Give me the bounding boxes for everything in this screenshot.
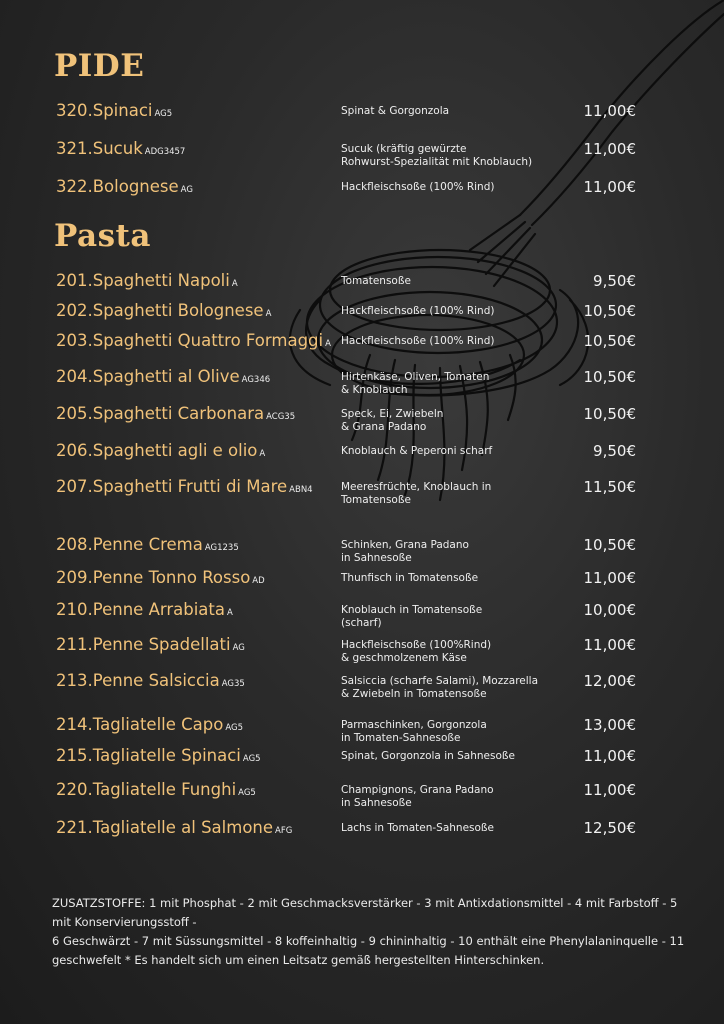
- section-title-pasta: Pasta: [54, 218, 151, 254]
- allergen-code: AG: [232, 643, 245, 653]
- description-line: Tomatensoße: [341, 494, 411, 506]
- allergen-code: AG: [180, 185, 193, 195]
- description-line: Champignons, Grana Padano: [341, 784, 494, 796]
- item-description: [341, 481, 491, 507]
- menu-item: [0, 477, 724, 517]
- item-price: 11,00€: [583, 636, 636, 654]
- item-title: 208.Penne Crema: [56, 535, 203, 554]
- allergen-code: AG346: [241, 375, 271, 385]
- allergen-code: AG5: [225, 723, 244, 733]
- additives-line-1: ZUSATZSTOFFE: 1 mit Phosphat - 2 mit Geschmacksverstärker - 3 mit Antixdationsmittel - 4 mit Farbstoff - 5 mit Konservierungsstoff -: [52, 896, 678, 929]
- description-line: Sucuk (kräftig gewürzte: [341, 143, 467, 155]
- menu-item: [0, 331, 724, 371]
- item-price: 11,00€: [583, 569, 636, 587]
- menu-item: [0, 441, 724, 481]
- item-name: [56, 301, 271, 320]
- item-price: 11,00€: [583, 781, 636, 799]
- item-price: 11,00€: [583, 102, 636, 120]
- description-line: Tomatensoße: [341, 275, 411, 287]
- allergen-code: A: [227, 608, 233, 618]
- item-price: 10,00€: [583, 601, 636, 619]
- item-title: 209.Penne Tonno Rosso: [56, 568, 251, 587]
- description-line: Parmaschinken, Gorgonzola: [341, 719, 487, 731]
- allergen-code: ADG3457: [144, 147, 186, 157]
- item-title: 202.Spaghetti Bolognese: [56, 301, 264, 320]
- item-title: 204.Spaghetti al Olive: [56, 367, 240, 386]
- item-description: [341, 105, 449, 118]
- description-line: Speck, Ei, Zwiebeln: [341, 408, 444, 420]
- description-line: & Knoblauch: [341, 384, 408, 396]
- item-title: 215.Tagliatelle Spinaci: [56, 746, 241, 765]
- item-name: [56, 177, 193, 196]
- item-name: [56, 746, 261, 765]
- description-line: Hackfleischsoße (100% Rind): [341, 181, 495, 193]
- description-line: in Tomaten-Sahnesoße: [341, 732, 461, 744]
- item-description: [341, 572, 478, 585]
- item-name: [56, 477, 313, 496]
- menu-item: [0, 635, 724, 675]
- item-name: [56, 367, 270, 386]
- description-line: Schinken, Grana Padano: [341, 539, 469, 551]
- item-price: 9,50€: [593, 272, 636, 290]
- allergen-code: AFG: [275, 826, 293, 836]
- item-description: [341, 750, 515, 763]
- item-name: [56, 271, 238, 290]
- allergen-code: AD: [252, 576, 265, 586]
- item-description: [341, 181, 494, 194]
- item-price: 13,00€: [583, 716, 636, 734]
- item-name: [56, 715, 243, 734]
- item-title: 221.Tagliatelle al Salmone: [56, 818, 274, 837]
- description-line: in Sahnesoße: [341, 797, 412, 809]
- item-description: [341, 719, 487, 745]
- item-description: [341, 539, 469, 565]
- allergen-code: A: [325, 339, 331, 349]
- item-price: 12,50€: [583, 819, 636, 837]
- item-name: [56, 600, 233, 619]
- item-description: [341, 822, 494, 835]
- description-line: & geschmolzenem Käse: [341, 652, 467, 664]
- description-line: Knoblauch in Tomatensoße: [341, 604, 483, 616]
- item-title: 207.Spaghetti Frutti di Mare: [56, 477, 288, 496]
- menu-item: [0, 139, 724, 179]
- menu-item: [0, 367, 724, 407]
- item-price: 9,50€: [593, 442, 636, 460]
- allergen-code: A: [259, 449, 266, 459]
- allergen-code: AG5: [154, 109, 173, 119]
- item-name: [56, 671, 245, 690]
- item-name: [56, 535, 239, 554]
- item-price: 11,00€: [583, 178, 636, 196]
- item-name: [56, 404, 295, 423]
- item-name: [56, 331, 331, 350]
- item-price: 11,00€: [583, 747, 636, 765]
- allergen-code: AG35: [221, 679, 245, 689]
- allergen-code: A: [265, 309, 272, 319]
- item-title: 320.Spinaci: [56, 101, 153, 120]
- allergen-code: ACG35: [266, 412, 296, 422]
- item-name: [56, 101, 172, 120]
- item-description: [341, 639, 491, 665]
- description-line: Rohwurst-Spezialität mit Knoblauch): [341, 156, 533, 168]
- description-line: Lachs in Tomaten-Sahnesoße: [341, 822, 495, 834]
- description-line: (scharf): [341, 617, 382, 629]
- additives-line-2: 6 Geschwärzt - 7 mit Süssungsmittel - 8 koffeinhaltig - 9 chininhaltig - 10 enthält eine Phenylalaninquelle - 11 geschwefelt * Es handelt sich um einen Leitsatz gemäß hergestellten Hinterschinken.: [52, 934, 685, 967]
- item-title: 213.Penne Salsiccia: [56, 671, 220, 690]
- item-name: [56, 818, 292, 837]
- item-price: 10,50€: [583, 405, 636, 423]
- item-price: 12,00€: [583, 672, 636, 690]
- description-line: Spinat, Gorgonzola in Sahnesoße: [341, 750, 515, 762]
- item-title: 214.Tagliatelle Capo: [56, 715, 224, 734]
- item-description: [341, 604, 482, 630]
- item-price: 10,50€: [583, 302, 636, 320]
- item-name: [56, 441, 265, 460]
- item-title: 203.Spaghetti Quattro Formaggi: [56, 331, 324, 350]
- item-name: [56, 780, 256, 799]
- description-line: Hackfleischsoße (100% Rind): [341, 335, 495, 347]
- item-description: [341, 335, 494, 348]
- item-price: 10,50€: [583, 332, 636, 350]
- description-line: Meeresfrüchte, Knoblauch in: [341, 481, 492, 493]
- item-title: 211.Penne Spadellati: [56, 635, 231, 654]
- item-description: [341, 305, 494, 318]
- menu-item: [0, 101, 724, 141]
- item-title: 321.Sucuk: [56, 139, 143, 158]
- description-line: Hirtenkäse, Oliven, Tomaten: [341, 371, 490, 383]
- item-title: 220.Tagliatelle Funghi: [56, 780, 237, 799]
- menu-item: [0, 818, 724, 858]
- menu-item: [0, 780, 724, 820]
- allergen-code: AG5: [242, 754, 261, 764]
- description-line: & Grana Padano: [341, 421, 427, 433]
- item-title: 201.Spaghetti Napoli: [56, 271, 230, 290]
- menu-item: [0, 177, 724, 217]
- menu-item: [0, 404, 724, 444]
- item-title: 206.Spaghetti agli e olio: [56, 441, 258, 460]
- item-price: 11,00€: [583, 140, 636, 158]
- menu-item: [0, 600, 724, 640]
- description-line: Hackfleischsoße (100%Rind): [341, 639, 492, 651]
- item-description: [341, 445, 492, 458]
- item-title: 210.Penne Arrabiata: [56, 600, 225, 619]
- item-description: [341, 275, 411, 288]
- item-description: [341, 784, 494, 810]
- description-line: Knoblauch & Peperoni scharf: [341, 445, 493, 457]
- item-price: 10,50€: [583, 536, 636, 554]
- item-price: 11,50€: [583, 478, 636, 496]
- item-name: [56, 139, 185, 158]
- item-description: [341, 143, 532, 169]
- additives-footnote: [52, 894, 692, 970]
- item-price: 10,50€: [583, 368, 636, 386]
- item-title: 205.Spaghetti Carbonara: [56, 404, 265, 423]
- section-title-pide: PIDE: [54, 48, 145, 84]
- allergen-code: A: [231, 279, 238, 289]
- description-line: Salsiccia (scharfe Salami), Mozzarella: [341, 675, 539, 687]
- item-description: [341, 675, 538, 701]
- allergen-code: AG1235: [204, 543, 239, 553]
- item-description: [341, 371, 489, 397]
- allergen-code: AG5: [238, 788, 256, 798]
- menu-item: [0, 671, 724, 711]
- allergen-code: ABN4: [289, 485, 313, 495]
- description-line: Thunfisch in Tomatensoße: [341, 572, 479, 584]
- description-line: & Zwiebeln in Tomatensoße: [341, 688, 487, 700]
- item-name: [56, 568, 265, 587]
- item-description: [341, 408, 443, 434]
- item-name: [56, 635, 245, 654]
- description-line: Spinat & Gorgonzola: [341, 105, 450, 117]
- description-line: Hackfleischsoße (100% Rind): [341, 305, 495, 317]
- item-title: 322.Bolognese: [56, 177, 179, 196]
- description-line: in Sahnesoße: [341, 552, 412, 564]
